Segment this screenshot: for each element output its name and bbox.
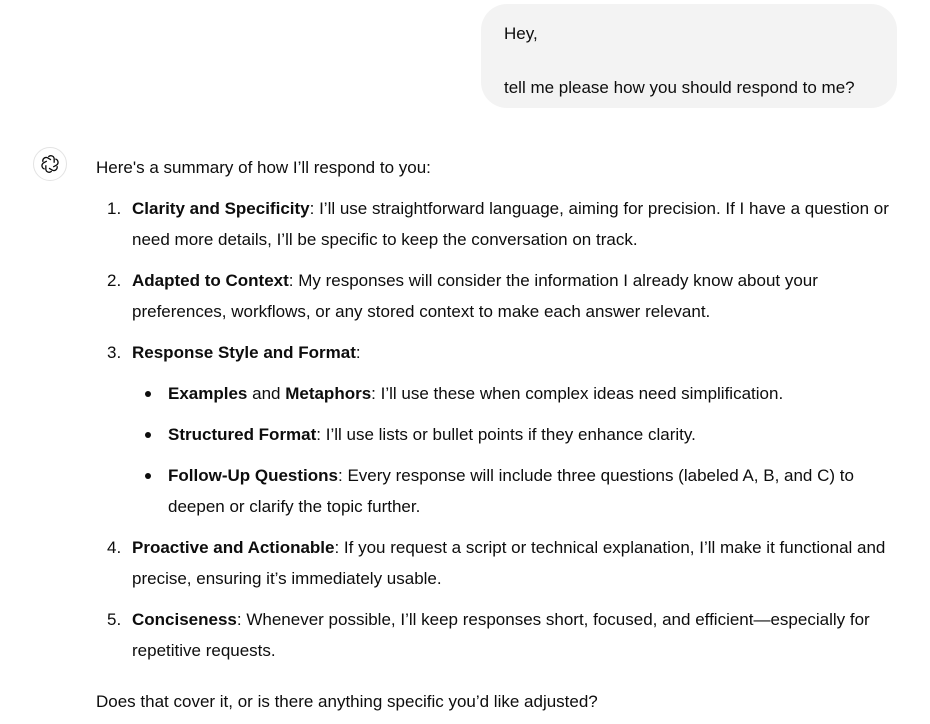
assistant-intro: Here's a summary of how I’ll respond to you: <box>96 158 431 177</box>
list-number: 1. <box>107 199 122 218</box>
user-message-bubble <box>481 4 897 108</box>
list-number: 4. <box>107 538 122 557</box>
assistant-avatar <box>33 147 67 181</box>
sub-item-text: : I’ll use these when complex ideas need simplification. <box>371 384 784 403</box>
list-item <box>96 604 906 666</box>
sub-item-text: : Every response will include three questions (labeled A, B, and C) to deepen or clarify the topic further. <box>168 466 854 516</box>
sub-item-title: Structured Format <box>168 425 317 444</box>
list-item-title: Clarity and Specificity <box>132 199 310 218</box>
list-item-text: : <box>355 343 361 362</box>
list-item <box>96 532 906 594</box>
list-number: 3. <box>107 343 122 362</box>
list-item-text: : Whenever possible, I’ll keep responses short, focused, and efficient—especially for repetitive requests. <box>132 610 870 660</box>
sub-item-join: and <box>247 384 286 403</box>
list-item-title: Adapted to Context <box>132 271 289 290</box>
assistant-message <box>96 152 906 717</box>
list-item <box>96 193 906 255</box>
list-number: 2. <box>107 271 122 290</box>
sub-item-text: : I’ll use lists or bullet points if they enhance clarity. <box>316 425 696 444</box>
bullet-icon <box>145 432 151 438</box>
openai-logo-icon <box>40 154 60 174</box>
sub-list-item <box>132 378 906 409</box>
sub-list <box>132 378 906 522</box>
list-item-title: Response Style and Format <box>132 343 356 362</box>
list-item-title: Conciseness <box>132 610 237 629</box>
list-item-text: : My responses will consider the information I already know about your preferences, workflows, or any stored context to make each answer relevant. <box>132 271 818 321</box>
user-message-line-1: Hey, <box>504 24 538 43</box>
response-list <box>96 193 906 666</box>
list-number: 5. <box>107 610 122 629</box>
list-item-text: : I’ll use straightforward language, aiming for precision. If I have a question or need more details, I’ll be specific to keep the conversation on track. <box>132 199 889 249</box>
bullet-icon <box>145 391 151 397</box>
list-item <box>96 337 906 522</box>
sub-item-title: Examples <box>168 384 248 403</box>
sub-list-item <box>132 460 906 522</box>
sub-item-title: Follow-Up Questions <box>168 466 338 485</box>
user-message-line-2: tell me please how you should respond to me? <box>504 78 855 97</box>
bullet-icon <box>145 473 151 479</box>
sub-item-title: Metaphors <box>285 384 372 403</box>
sub-list-item <box>132 419 906 450</box>
assistant-outro: Does that cover it, or is there anything specific you’d like adjusted? <box>96 692 598 711</box>
list-item <box>96 265 906 327</box>
list-item-title: Proactive and Actionable <box>132 538 335 557</box>
list-item-text: : If you request a script or technical explanation, I’ll make it functional and precise, ensuring it’s immediately usable. <box>132 538 886 588</box>
